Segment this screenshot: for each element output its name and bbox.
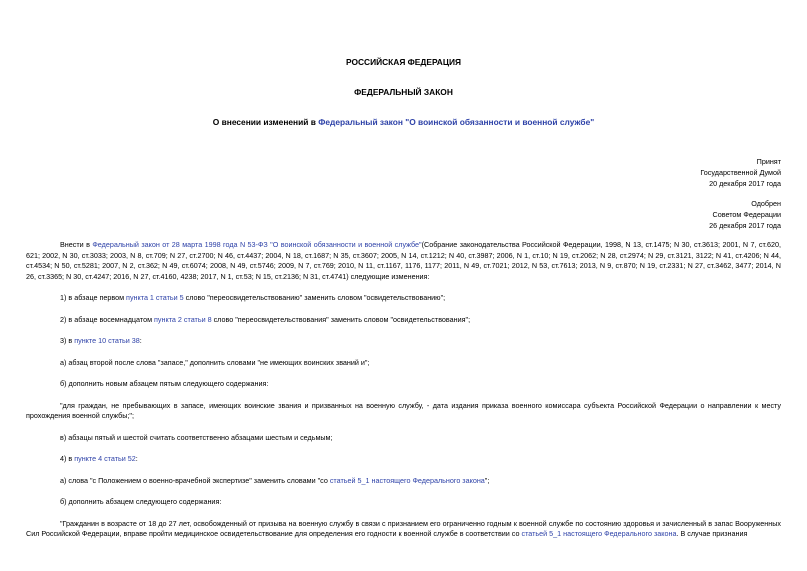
item-4b-quote-post: . В случае признания (676, 529, 748, 538)
item-1-post: слово "переосвидетельствованию" заменить словом "освидетельствованию"; (183, 293, 446, 302)
item-4-link[interactable]: пункте 4 статьи 52 (74, 454, 136, 463)
item-2-post: слово "переосвидетельствования" заменить словом "освидетельствования"; (211, 314, 471, 324)
law-title-link[interactable]: Федеральный закон "О воинской обязанности и военной службе" (318, 117, 595, 127)
intro-post: (Собрание законодательства Российской Федерации, 1998, N 13, ст.1475; N 30, ст.3613; 2001, N 7, ст.620, 621; 2002, N 30, ст.3033; 2003, N 8, ст.709; N 27, ст.2700; N 46, ст.4437; 2004, N 18, ст.1687; N 35, ст.3607; 2005, N 14, ст.1212; N 40, ст.3987; 2006, N 1, ст.10; N 19, ст.2062; N 28, ст.2974; N 29, ст.3121, 3122; N 41, ст.4206; N 44, ст.4534; N 50, ст.5281; 2007, N 2, ст.362; N 49, ст.6074; 2008, N 49, ст.5746; 2009, N 7, ст.769; 2010, N 11, ст.1167, 1176, 1177; 2011, N 49, ст.7021; 2012, N 53, ст.7613; 2013, N 9, ст.870; N 19, ст.2331; N 27, ст.3462, 3477; 2014, N 26, ст.3365; N 30, ст.4247; 2016, N 27, ст.4160, 4238; 2017, N 1, ст.53; N 15, ст.2136; N 31, ст.4741) следующие изменения: (26, 240, 781, 281)
item-1 (26, 293, 781, 304)
law-title-prefix: О внесении изменений в (212, 117, 319, 127)
accepted-block (700, 156, 781, 189)
item-3-link[interactable]: пункте 10 статьи 38 (74, 336, 140, 345)
accepted-line-3: 20 декабря 2017 года (709, 179, 781, 188)
approved-block (709, 198, 781, 231)
item-2-pre: 2) в абзаце восемнадцатом (60, 314, 155, 324)
item-4b-quote-link[interactable]: статьей 5_1 настоящего Федерального закона (521, 529, 677, 538)
item-2 (26, 315, 781, 326)
item-3-post: : (139, 336, 142, 345)
item-4-pre: 4) в (60, 454, 75, 463)
item-4b: б) дополнить абзацем следующего содержания: (60, 497, 222, 506)
accepted-line-2: Государственной Думой (700, 168, 781, 177)
approved-line-3: 26 декабря 2017 года (709, 221, 781, 230)
item-4a-link[interactable]: статьей 5_1 настоящего Федерального закона (329, 475, 485, 485)
approved-line-1: Одобрен (751, 199, 781, 208)
item-1-pre: 1) в абзаце первом (60, 293, 127, 302)
item-3b: б) дополнить новым абзацем пятым следующего содержания: (60, 379, 269, 388)
item-3c: в) абзацы пятый и шестой считать соответственно абзацами шестым и седьмым; (60, 432, 333, 442)
item-3-pre: 3) в (60, 336, 75, 345)
country-heading: РОССИЙСКАЯ ФЕДЕРАЦИЯ (345, 57, 462, 67)
item-4 (26, 454, 781, 465)
item-4a (26, 476, 781, 487)
approved-line-2: Советом Федерации (712, 210, 781, 219)
item-4b-quote-pre: "Гражданин в возрасте от 18 до 27 лет, освобожденный от призыва на военную службу в связи с признанием его ограниченно годным к военной службе по состоянию здоровья и зачисленный в запас Вооруженных Сил Российской Федерации, вправе пройти медицинское освидетельствование для определения его годности к военной службе в соответствии со (26, 518, 781, 538)
item-4a-pre: а) слова "с Положением о военно-врачебной экспертизе" заменить словами "со (60, 475, 330, 485)
intro-law-link[interactable]: Федеральный закон от 28 марта 1998 года N 53-ФЗ "О воинской обязанности и военной службе" (92, 240, 422, 249)
item-1-link[interactable]: пункта 1 статьи 5 (126, 293, 184, 302)
item-3a: а) абзац второй после слова "запасе," дополнить словами "не имеющих воинских званий и"; (60, 357, 370, 367)
intro-pre: Внести в (60, 240, 93, 249)
item-2-link[interactable]: пункта 2 статьи 8 (154, 314, 212, 324)
intro-paragraph (26, 240, 781, 282)
item-4-post: : (135, 454, 138, 463)
accepted-line-1: Принят (756, 157, 781, 166)
law-title (0, 117, 807, 127)
item-3b-quote: "для граждан, не пребывающих в запасе, имеющих воинские звания и призванных на военную службу, - дата издания приказа военного комиссара субъекта Российской Федерации о направлении к месту прохождения военной службы;"; (26, 400, 781, 420)
item-4b-quote (26, 519, 781, 540)
item-4a-post: "; (484, 475, 490, 485)
law-body (26, 240, 781, 540)
item-3 (26, 336, 781, 347)
law-type-heading: ФЕДЕРАЛЬНЫЙ ЗАКОН (354, 87, 453, 97)
